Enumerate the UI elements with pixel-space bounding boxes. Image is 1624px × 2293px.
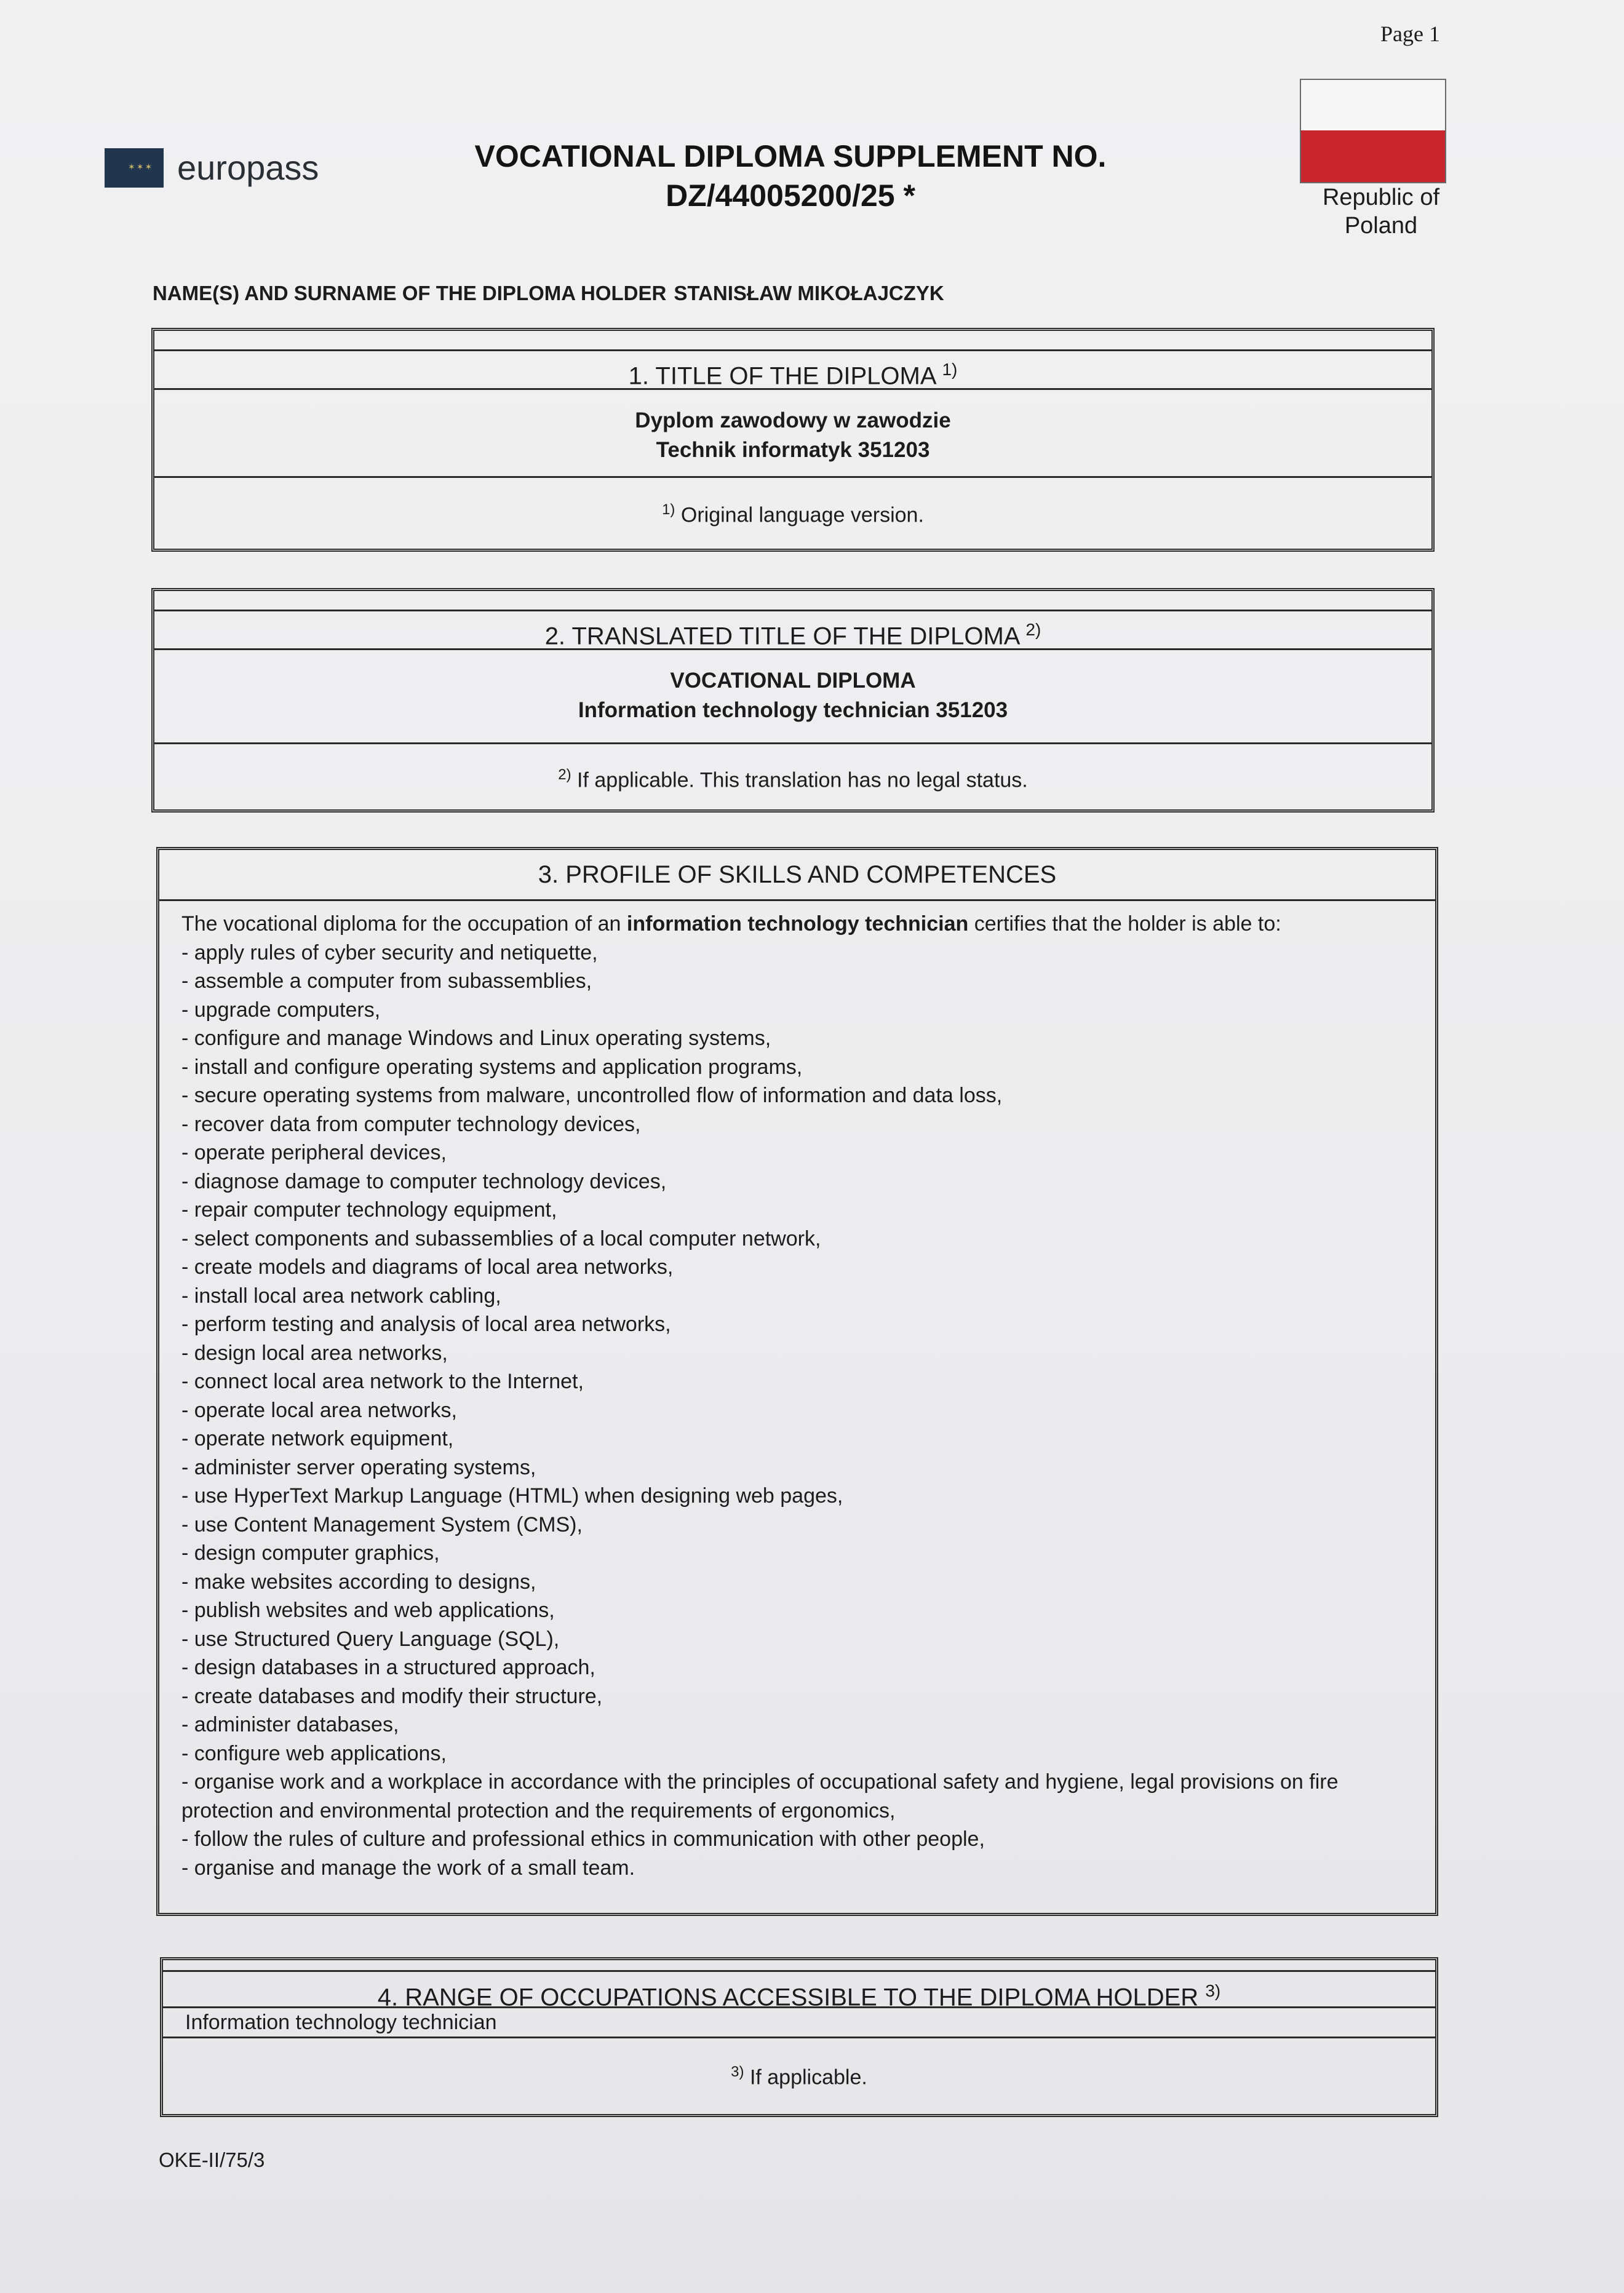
footnote-3-text: If applicable. bbox=[749, 2065, 867, 2089]
intro-text-after: certifies that the holder is able to: bbox=[974, 912, 1281, 936]
list-item: - publish websites and web applications, bbox=[181, 1599, 555, 1622]
section-1-body bbox=[154, 390, 1431, 476]
original-title-line-2: Technik informatyk 351203 bbox=[656, 438, 930, 462]
skills-list bbox=[159, 939, 1435, 1883]
country-line-2: Poland bbox=[1344, 213, 1418, 239]
europass-logo bbox=[105, 148, 319, 188]
europass-label: europass bbox=[177, 148, 319, 187]
list-item: - create databases and modify their structure, bbox=[181, 1684, 603, 1708]
list-item: - create models and diagrams of local area networks, bbox=[181, 1255, 674, 1279]
title-line-2: DZ/44005200/25 * bbox=[666, 178, 915, 213]
list-item: - organise and manage the work of a small team. bbox=[181, 1856, 635, 1880]
form-code: OKE-II/75/3 bbox=[159, 2148, 265, 2171]
list-item: - apply rules of cyber security and netiquette, bbox=[181, 940, 598, 964]
translated-title-line-2: Information technology technician 351203 bbox=[578, 698, 1008, 722]
list-item: - configure and manage Windows and Linux operating systems, bbox=[181, 1027, 771, 1050]
list-item: - operate local area networks, bbox=[181, 1398, 457, 1422]
country-label bbox=[1292, 183, 1470, 240]
list-item: - use HyperText Markup Language (HTML) when designing web pages, bbox=[181, 1484, 843, 1508]
country-line-1: Republic of bbox=[1322, 185, 1440, 210]
section-1-note-mark: 1) bbox=[942, 360, 958, 379]
footnote-2-mark: 2) bbox=[558, 766, 571, 783]
page-number: Page 1 bbox=[1380, 22, 1440, 46]
list-item: - repair computer technology equipment, bbox=[181, 1198, 557, 1222]
list-item: - select components and subassemblies of a local computer network, bbox=[181, 1226, 821, 1250]
list-item: - use Structured Query Language (SQL), bbox=[181, 1627, 560, 1651]
list-item: - configure web applications, bbox=[181, 1741, 447, 1765]
list-item: - secure operating systems from malware, uncontrolled flow of information and data loss, bbox=[181, 1084, 1003, 1107]
intro-occupation: information technology technician bbox=[626, 912, 969, 936]
section-3-heading: 3. PROFILE OF SKILLS AND COMPETENCES bbox=[159, 850, 1435, 901]
list-item: - install local area network cabling, bbox=[181, 1284, 501, 1308]
section-4-heading bbox=[163, 1970, 1435, 2011]
footnote-3-mark: 3) bbox=[731, 2064, 744, 2080]
section-4-footnote bbox=[163, 2038, 1435, 2112]
translated-title-line-1: VOCATIONAL DIPLOMA bbox=[670, 669, 916, 693]
list-item: - diagnose damage to computer technology devices, bbox=[181, 1169, 667, 1193]
section-2-heading bbox=[154, 610, 1431, 650]
poland-flag-icon bbox=[1300, 79, 1446, 183]
list-item: - operate network equipment, bbox=[181, 1427, 454, 1450]
list-item: - assemble a computer from subassemblies, bbox=[181, 969, 592, 993]
list-item: - upgrade computers, bbox=[181, 998, 381, 1022]
skills-intro bbox=[159, 910, 1435, 939]
section-1-heading-text: 1. TITLE OF THE DIPLOMA bbox=[628, 362, 936, 390]
intro-text-before: The vocational diploma for the occupation of an bbox=[181, 912, 621, 936]
list-item: - organise work and a workplace in accordance with the principles of occupational safety and hygiene, legal provisions on fire protection and environmental protection and the requirements of ergonomics, bbox=[181, 1770, 1339, 1822]
section-2-note-mark: 2) bbox=[1025, 620, 1041, 639]
section-occupations bbox=[160, 1957, 1438, 2117]
list-item: - make websites according to designs, bbox=[181, 1570, 536, 1594]
list-item: - design computer graphics, bbox=[181, 1541, 440, 1565]
section-4-heading-text: 4. RANGE OF OCCUPATIONS ACCESSIBLE TO THE DIPLOMA HOLDER bbox=[377, 1984, 1199, 2011]
section-translated-title bbox=[151, 588, 1435, 813]
list-item: - recover data from computer technology devices, bbox=[181, 1112, 641, 1136]
list-item: - design databases in a structured approach, bbox=[181, 1656, 595, 1679]
section-title-of-diploma bbox=[151, 328, 1435, 552]
section-4-note-mark: 3) bbox=[1205, 1981, 1221, 2000]
footnote-1-text: Original language version. bbox=[680, 503, 924, 527]
list-item: - operate peripheral devices, bbox=[181, 1141, 447, 1164]
section-skills-profile bbox=[156, 847, 1438, 1916]
list-item: - administer databases, bbox=[181, 1713, 399, 1736]
holder-label: NAME(S) AND SURNAME OF THE DIPLOMA HOLDER bbox=[153, 282, 667, 304]
original-title-line-1: Dyplom zawodowy w zawodzie bbox=[635, 408, 951, 432]
list-item: - administer server operating systems, bbox=[181, 1455, 536, 1479]
list-item: - connect local area network to the Internet, bbox=[181, 1370, 584, 1393]
document-title bbox=[394, 137, 1187, 215]
eu-flag-icon: ✶✶✶ bbox=[105, 148, 164, 188]
holder-name-line bbox=[153, 282, 944, 305]
footnote-1-mark: 1) bbox=[662, 501, 675, 518]
section-2-heading-text: 2. TRANSLATED TITLE OF THE DIPLOMA bbox=[544, 622, 1019, 650]
section-1-heading bbox=[154, 349, 1431, 390]
section-2-body bbox=[154, 650, 1431, 742]
footnote-2-text: If applicable. This translation has no legal status. bbox=[577, 768, 1028, 792]
holder-name: STANISŁAW MIKOŁAJCZYK bbox=[674, 282, 944, 304]
occupation-row: Information technology technician bbox=[163, 2008, 1435, 2038]
list-item: - use Content Management System (CMS), bbox=[181, 1512, 583, 1536]
section-1-footnote bbox=[154, 476, 1431, 543]
section-3-body bbox=[159, 901, 1435, 1882]
list-item: - install and configure operating systems and application programs, bbox=[181, 1055, 803, 1079]
list-item: - follow the rules of culture and professional ethics in communication with other people, bbox=[181, 1827, 985, 1851]
title-line-1: VOCATIONAL DIPLOMA SUPPLEMENT NO. bbox=[474, 139, 1107, 173]
list-item: - perform testing and analysis of local area networks, bbox=[181, 1313, 671, 1336]
list-item: - design local area networks, bbox=[181, 1341, 448, 1365]
section-2-footnote bbox=[154, 742, 1431, 807]
